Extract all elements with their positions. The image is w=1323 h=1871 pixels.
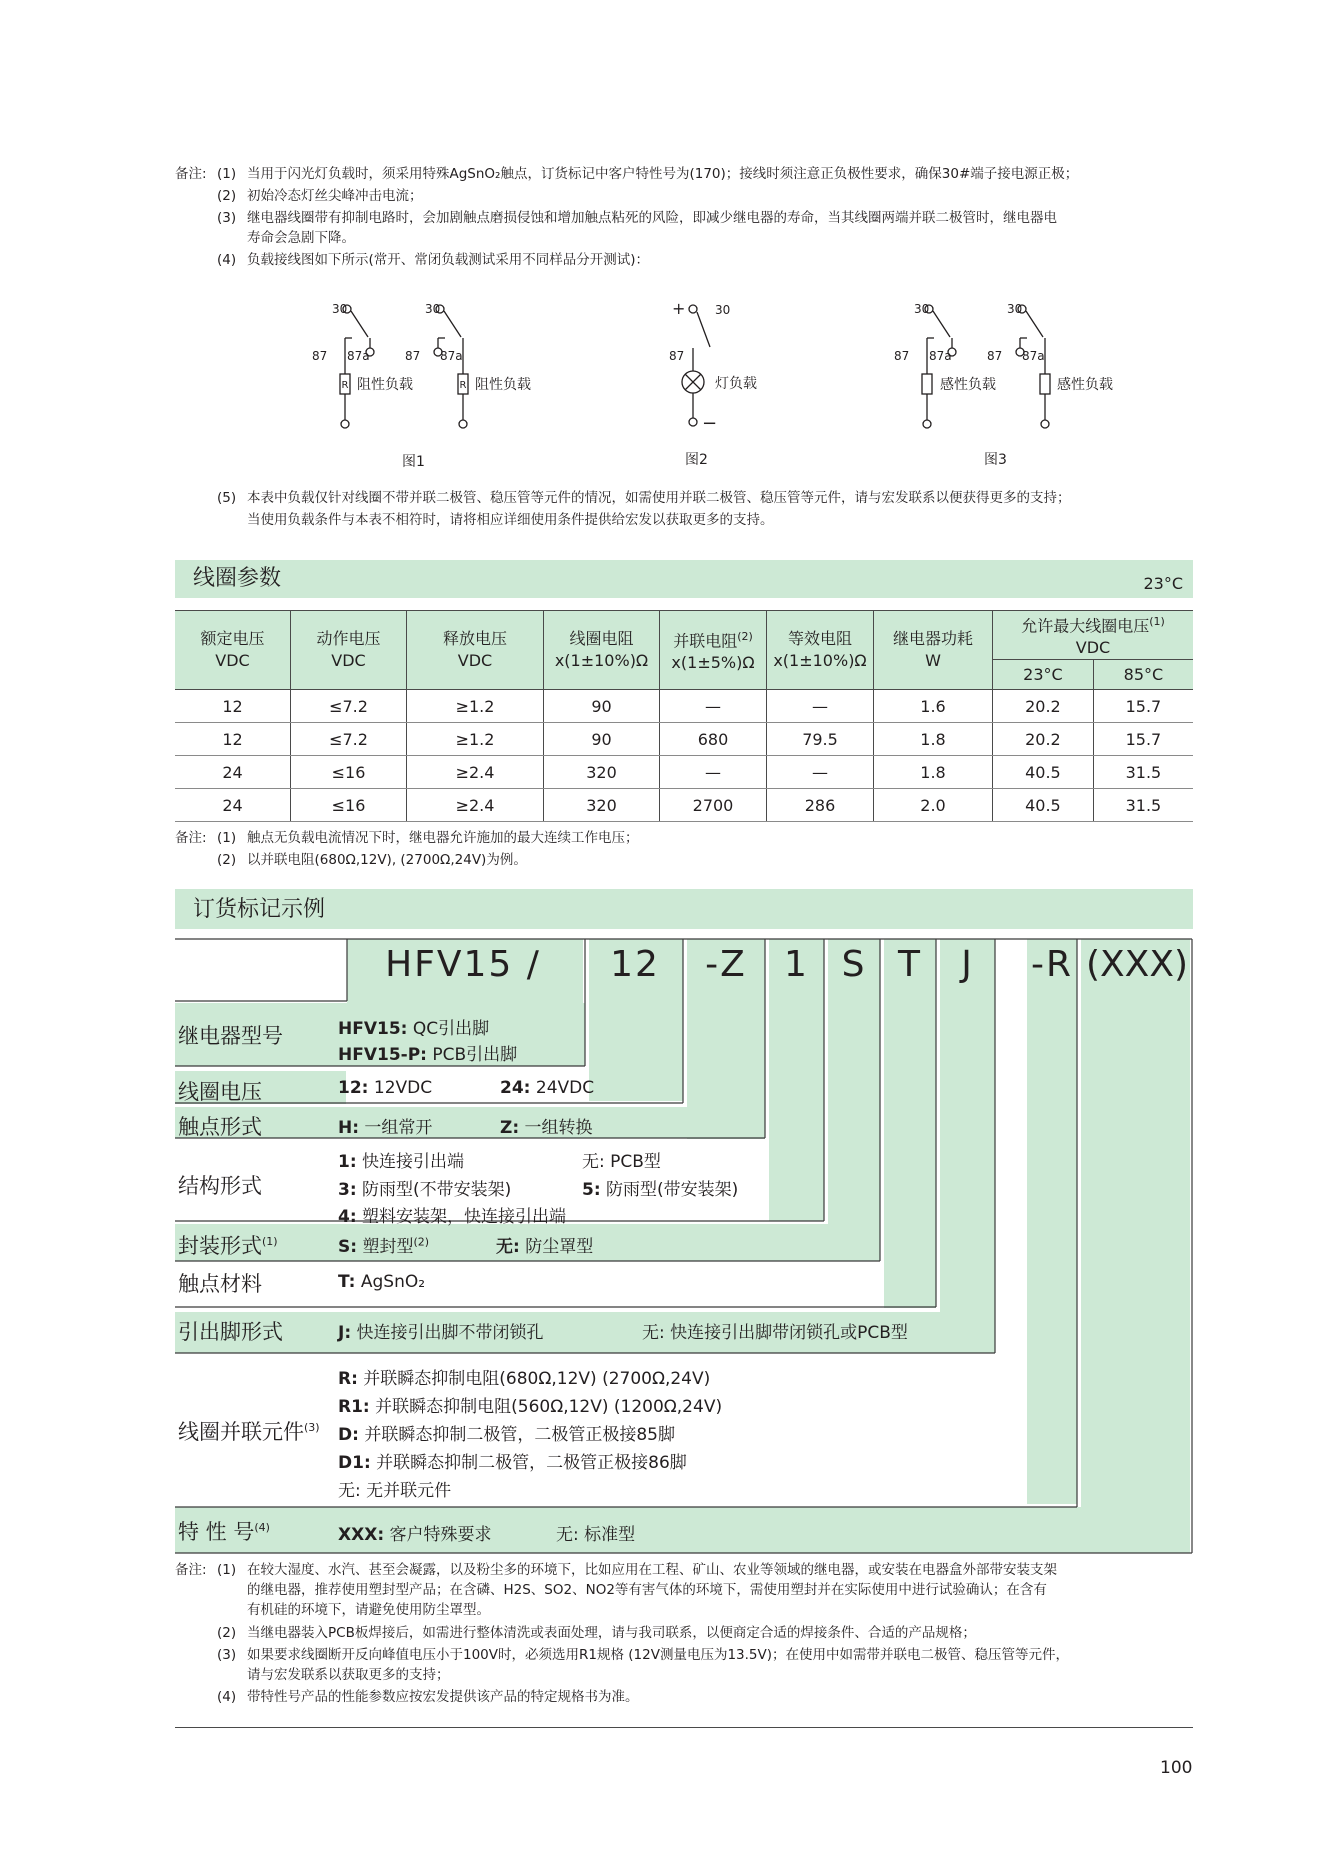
fig3-t87-b: 87 bbox=[987, 349, 1003, 363]
top-notes: 备注: (1) 当用于闪光灯负载时，须采用特殊AgSnO₂触点，订货标记中客户特性号为(170)；接线时须注意正负极性要求，确保30#端子接电源正极； (2) 初始冷态灯丝尖峰冲击电流； (3) 继电器线圈带有抑制电路时，会加剧触点磨损侵蚀和增加触点粘死的风险，即减少继电器的寿命，当其线圈两端并联二极管时，继电器电 寿命会急剧下降。 (4) 负载接线图如下所示(常开、常闭负载测试采用不同样品分开测试)： bbox=[175, 166, 1079, 268]
value-coil-parallel-d: D: 并联瞬态抑制二极管，二极管正极接85脚 bbox=[338, 1425, 675, 1445]
table-row: 12 ≤7.2 ≥1.2 90 680 79.5 1.8 20.2 15.7 bbox=[175, 723, 1193, 756]
fig3-load-b: 感性负载 bbox=[1057, 377, 1113, 393]
value-terminal-a: J: 快连接引出脚不带闭锁孔 bbox=[338, 1323, 544, 1343]
label-package: 封装形式$^{(1)}$ bbox=[178, 1234, 278, 1258]
code-contact-form: -Z bbox=[705, 944, 747, 985]
th-power: 继电器功耗 W bbox=[874, 611, 993, 690]
value-contact-form-b: Z: 一组转换 bbox=[500, 1118, 593, 1138]
coil-notes: 备注: (1) 触点无负载电流情况下时，继电器允许施加的最大连续工作电压； (2) 以并联电阻(680Ω,12V), (2700Ω,24V)为例。 bbox=[175, 830, 639, 868]
value-contact-material: T: AgSnO₂ bbox=[338, 1272, 426, 1292]
label-coil-voltage: 线圈电压 bbox=[178, 1080, 262, 1104]
value-coil-voltage-b: 24: 24VDC bbox=[500, 1078, 595, 1098]
fig1-t87a-b: 87a bbox=[440, 349, 463, 363]
code-contact-material: T bbox=[898, 944, 922, 985]
value-relay-type-a: HFV15: QC引出脚 bbox=[338, 1019, 490, 1039]
coil-section-title: 线圈参数 bbox=[193, 566, 282, 591]
code-special: (XXX) bbox=[1085, 944, 1189, 985]
fig1-t30-b: 30 bbox=[425, 302, 441, 316]
table-row: 24 ≤16 ≥2.4 320 — — 1.8 40.5 31.5 bbox=[175, 756, 1193, 789]
value-coil-voltage-a: 12: 12VDC bbox=[338, 1078, 433, 1098]
value-terminal-b: 无: 快连接引出脚带闭锁孔或PCB型 bbox=[642, 1323, 908, 1343]
value-package-a: S: 塑封型$^{(2)}$ bbox=[338, 1235, 430, 1257]
note-5: (5) 本表中负载仅针对线圈不带并联二极管、稳压管等元件的情况，如需使用并联二极管、稳压管等元件，请与宏发联系以便获得更多的支持； 当使用负载条件与本表不相符时，请将相应详细使用条件提供给宏发以获取更多的支持。 bbox=[217, 490, 1071, 528]
fig2-t30: 30 bbox=[715, 303, 731, 317]
value-structure-e: 4: 塑料安装架，快连接引出端 bbox=[338, 1207, 567, 1227]
fig3-t30-b: 30 bbox=[1007, 302, 1023, 316]
fig1-t30-a: 30 bbox=[332, 302, 348, 316]
fig3-load-a: 感性负载 bbox=[940, 377, 996, 393]
value-structure-d: 5: 防雨型(带安装架) bbox=[582, 1180, 739, 1200]
table-row: 24 ≤16 ≥2.4 320 2700 286 2.0 40.5 31.5 bbox=[175, 789, 1193, 822]
coil-parameters-table bbox=[175, 610, 1193, 822]
code-coil-parallel: -R bbox=[1030, 944, 1073, 985]
fig1-t87-b: 87 bbox=[405, 349, 421, 363]
fig1-t87a-a: 87a bbox=[347, 349, 370, 363]
value-coil-parallel-r: R: 并联瞬态抑制电阻(680Ω,12V) (2700Ω,24V) bbox=[338, 1369, 711, 1389]
code-voltage: 12 bbox=[610, 944, 660, 985]
code-structure: 1 bbox=[784, 944, 809, 985]
value-structure-a: 1: 快连接引出端 bbox=[338, 1152, 465, 1172]
order-notes: 备注: (1) 在较大湿度、水汽、甚至会凝露，以及粉尘多的环境下，比如应用在工程、矿山、农业等领域的继电器，或安装在电器盒外部带安装支架 的继电器，推荐使用塑封型产品；在含磷、H2S、SO2、NO2等有害气体的环境下，需使用塑封并在实际使用中进行试验确认；在含有 有机硅的环境下，请避免使用防尘罩型。 (2) 当继电器装入PCB板焊接后，如需进行整体清洗或表面处理，请与我司联系，以便商定合适的焊接条件、合适的产品规格； (3) 如果要求线圈断开反向峰值电压小于100V时，必须选用R1规格 (12V测量电压为13.5V)；在使用中如需带并联电二极管、稳压管等元件， 请与宏发联系以获取更多的支持； (4) 带特性号产品的性能参数应按宏发提供该产品的特定规格书为准。 bbox=[175, 1562, 1070, 1705]
coil-section-temp: 23°C bbox=[1143, 574, 1183, 593]
th-pickup: 动作电压 VDC bbox=[291, 611, 407, 690]
value-special-b: 无: 标准型 bbox=[556, 1525, 636, 1545]
fig2-caption: 图2 bbox=[685, 452, 708, 468]
load-wiring-diagrams bbox=[290, 292, 1150, 482]
value-coil-parallel-none: 无: 无并联元件 bbox=[338, 1481, 452, 1501]
footer-divider bbox=[175, 1727, 1193, 1728]
fig1-r-a: R bbox=[341, 380, 349, 391]
value-coil-parallel-r1: R1: 并联瞬态抑制电阻(560Ω,12V) (1200Ω,24V) bbox=[338, 1397, 723, 1417]
th-85c: 85°C bbox=[1093, 660, 1193, 690]
table-row: 12 ≤7.2 ≥1.2 90 — — 1.6 20.2 15.7 bbox=[175, 690, 1193, 723]
label-contact-form: 触点形式 bbox=[178, 1115, 262, 1139]
fig1-r-b: R bbox=[459, 380, 467, 391]
order-section-title: 订货标记示例 bbox=[193, 897, 326, 922]
fig1-load-a: 阻性负载 bbox=[357, 377, 413, 393]
fig3-t87-a: 87 bbox=[894, 349, 910, 363]
fig3-t30-a: 30 bbox=[914, 302, 930, 316]
value-special-a: XXX: 客户特殊要求 bbox=[338, 1525, 492, 1545]
value-contact-form-a: H: 一组常开 bbox=[338, 1118, 433, 1138]
th-equivalent: 等效电阻 x(1±10%)Ω bbox=[767, 611, 874, 690]
value-structure-c: 3: 防雨型(不带安装架) bbox=[338, 1180, 512, 1200]
fig3-t87a-b: 87a bbox=[1022, 349, 1045, 363]
fig2-minus: − bbox=[702, 413, 718, 434]
label-relay-type: 继电器型号 bbox=[178, 1024, 283, 1048]
label-contact-material: 触点材料 bbox=[178, 1272, 262, 1296]
th-rated: 额定电压 VDC bbox=[175, 611, 291, 690]
order-section-bar bbox=[175, 889, 1193, 929]
fig2-load: 灯负载 bbox=[715, 376, 757, 392]
fig1-t87-a: 87 bbox=[312, 349, 328, 363]
th-parallel: 并联电阻$^{(2)}$ x(1±5%)Ω bbox=[660, 611, 767, 690]
label-coil-parallel: 线圈并联元件$^{(3)}$ bbox=[178, 1420, 320, 1444]
value-package-b: 无: 防尘罩型 bbox=[496, 1237, 594, 1257]
fig1-load-b: 阻性负载 bbox=[475, 377, 531, 393]
value-coil-parallel-d1: D1: 并联瞬态抑制二极管，二极管正极接86脚 bbox=[338, 1453, 687, 1473]
label-special: 特 性 号$^{(4)}$ bbox=[178, 1520, 270, 1544]
coil-section-bar bbox=[175, 560, 1193, 598]
value-relay-type-b: HFV15-P: PCB引出脚 bbox=[338, 1045, 518, 1065]
label-terminal: 引出脚形式 bbox=[178, 1320, 283, 1344]
page-number: 100 bbox=[1160, 1758, 1193, 1778]
code-package: S bbox=[841, 944, 867, 985]
fig2-t87: 87 bbox=[669, 349, 685, 363]
notes-label: 备注: bbox=[175, 166, 207, 182]
th-23c: 23°C bbox=[993, 660, 1094, 690]
label-structure: 结构形式 bbox=[178, 1174, 262, 1198]
value-structure-b: 无: PCB型 bbox=[582, 1152, 661, 1172]
th-maxv: 允许最大线圈电压$^{(1)}$ VDC bbox=[993, 611, 1194, 660]
code-terminal: J bbox=[961, 944, 974, 985]
fig3-caption: 图3 bbox=[984, 452, 1007, 468]
fig1-caption: 图1 bbox=[402, 454, 425, 470]
fig2-plus: + bbox=[672, 299, 686, 318]
th-resistance: 线圈电阻 x(1±10%)Ω bbox=[544, 611, 660, 690]
fig3-t87a-a: 87a bbox=[929, 349, 952, 363]
code-model: HFV15 / bbox=[385, 944, 541, 985]
th-release: 释放电压 VDC bbox=[407, 611, 544, 690]
